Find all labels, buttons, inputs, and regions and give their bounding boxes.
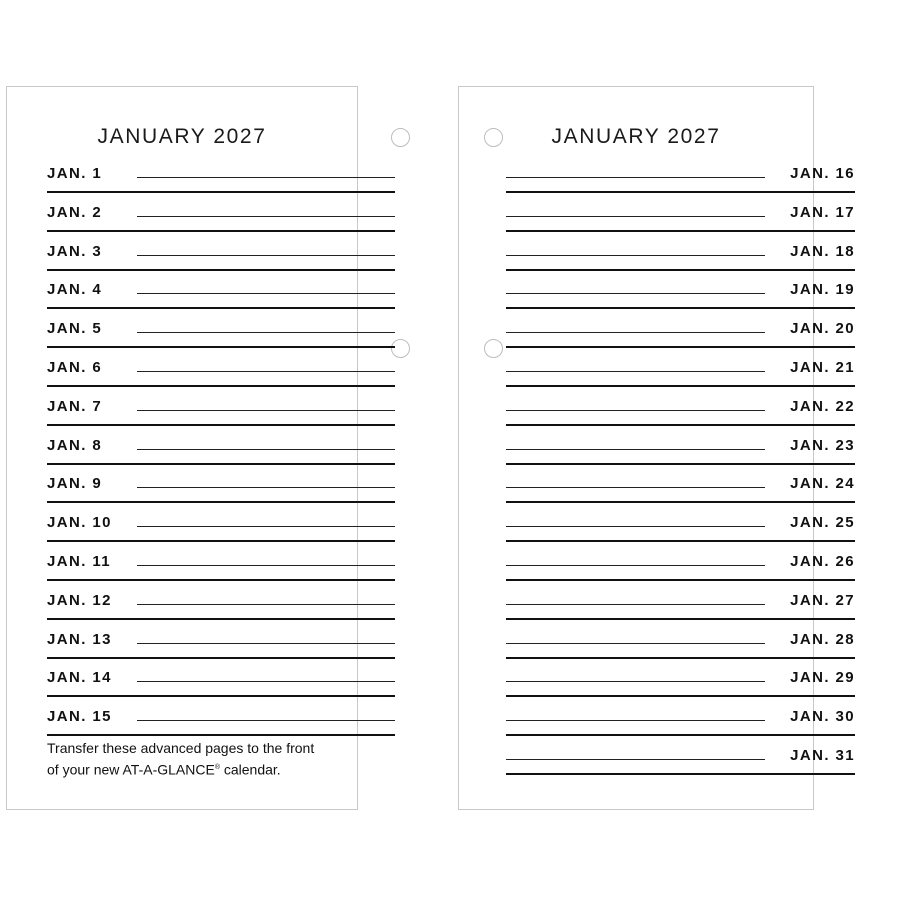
- writing-line: [506, 487, 765, 488]
- day-row: [506, 553, 855, 592]
- divider-line: [47, 463, 395, 465]
- day-label: JAN. 25: [790, 514, 855, 532]
- divider-line: [47, 695, 395, 697]
- writing-line: [137, 293, 395, 294]
- day-label: JAN. 20: [790, 320, 855, 338]
- day-row: [47, 553, 395, 592]
- day-row: [47, 359, 395, 398]
- day-label: JAN. 4: [47, 281, 103, 299]
- writing-line: [137, 177, 395, 178]
- note-line: Transfer these advanced pages to the front: [47, 740, 315, 756]
- day-label: JAN. 15: [47, 708, 112, 726]
- writing-line: [137, 526, 395, 527]
- day-row: [47, 631, 395, 670]
- day-row: [47, 281, 395, 320]
- divider-line: [506, 307, 855, 309]
- day-row: [47, 475, 395, 514]
- day-label: JAN. 14: [47, 669, 112, 687]
- day-row: [506, 592, 855, 631]
- divider-line: [47, 346, 395, 348]
- divider-line: [506, 657, 855, 659]
- day-row: [47, 592, 395, 631]
- day-label: JAN. 22: [790, 397, 855, 415]
- day-row: [47, 204, 395, 243]
- writing-line: [506, 216, 765, 217]
- day-label: JAN. 26: [790, 553, 855, 570]
- writing-line: [137, 681, 395, 682]
- day-label: JAN. 7: [47, 397, 103, 415]
- day-row: [47, 320, 395, 359]
- divider-line: [47, 579, 395, 581]
- divider-line: [506, 346, 855, 348]
- day-row: [47, 437, 395, 476]
- day-row: [506, 631, 855, 670]
- writing-line: [506, 449, 765, 450]
- day-row: [47, 165, 395, 204]
- day-row: [47, 514, 395, 553]
- divider-line: [47, 307, 395, 309]
- page-title: JANUARY 2027: [97, 125, 267, 148]
- day-row: [506, 398, 855, 437]
- writing-line: [506, 371, 765, 372]
- day-row: [506, 243, 855, 282]
- divider-line: [47, 269, 395, 271]
- divider-line: [47, 540, 395, 542]
- divider-line: [506, 269, 855, 271]
- divider-line: [506, 424, 855, 426]
- day-label: JAN. 13: [47, 630, 112, 648]
- writing-line: [506, 410, 765, 411]
- divider-line: [47, 385, 395, 387]
- binder-hole-icon: [391, 128, 410, 147]
- transfer-note: [47, 739, 377, 780]
- day-label: JAN. 9: [47, 475, 103, 493]
- day-row: [47, 669, 395, 708]
- day-row: [506, 747, 855, 786]
- note-line: of your new AT-A-GLANCE® calendar.: [47, 761, 281, 778]
- writing-line: [506, 604, 765, 605]
- day-label: JAN. 18: [790, 242, 855, 260]
- divider-line: [506, 734, 855, 736]
- divider-line: [506, 230, 855, 232]
- divider-line: [47, 618, 395, 620]
- day-row: [506, 281, 855, 320]
- day-label: JAN. 31: [790, 747, 855, 764]
- day-row: [506, 320, 855, 359]
- day-row: [506, 708, 855, 747]
- writing-line: [137, 216, 395, 217]
- divider-line: [47, 501, 395, 503]
- day-row: [506, 204, 855, 243]
- day-label: JAN. 16: [790, 165, 855, 182]
- day-label: JAN. 1: [47, 165, 103, 182]
- writing-line: [506, 177, 765, 178]
- binder-hole-icon: [484, 339, 503, 358]
- divider-line: [506, 773, 855, 775]
- day-row: [47, 398, 395, 437]
- day-row: [506, 437, 855, 476]
- day-label: JAN. 17: [790, 203, 855, 221]
- day-label: JAN. 30: [790, 708, 855, 726]
- writing-line: [137, 487, 395, 488]
- writing-line: [506, 526, 765, 527]
- registered-mark: ®: [214, 764, 220, 771]
- divider-line: [506, 191, 855, 193]
- writing-line: [506, 255, 765, 256]
- day-row: [506, 165, 855, 204]
- writing-line: [137, 410, 395, 411]
- writing-line: [137, 371, 395, 372]
- divider-line: [506, 695, 855, 697]
- day-label: JAN. 2: [47, 203, 103, 221]
- divider-line: [506, 463, 855, 465]
- day-label: JAN. 23: [790, 436, 855, 454]
- divider-line: [47, 424, 395, 426]
- writing-line: [506, 293, 765, 294]
- day-label: JAN. 5: [47, 320, 103, 338]
- writing-line: [137, 720, 395, 721]
- writing-line: [506, 643, 765, 644]
- divider-line: [506, 540, 855, 542]
- writing-line: [506, 720, 765, 721]
- right-planner-page: [458, 86, 855, 810]
- writing-line: [506, 565, 765, 566]
- divider-line: [47, 657, 395, 659]
- writing-line: [137, 565, 395, 566]
- writing-line: [137, 643, 395, 644]
- day-label: JAN. 24: [790, 475, 855, 493]
- day-label: JAN. 3: [47, 242, 103, 260]
- writing-line: [137, 604, 395, 605]
- writing-line: [506, 681, 765, 682]
- divider-line: [506, 618, 855, 620]
- day-label: JAN. 29: [790, 669, 855, 687]
- page-title: JANUARY 2027: [551, 125, 721, 148]
- binder-hole-icon: [484, 128, 503, 147]
- day-row: [506, 359, 855, 398]
- writing-line: [137, 449, 395, 450]
- divider-line: [47, 734, 395, 736]
- divider-line: [506, 579, 855, 581]
- divider-line: [47, 230, 395, 232]
- day-row: [506, 475, 855, 514]
- day-row: [47, 243, 395, 282]
- writing-line: [506, 332, 765, 333]
- divider-line: [506, 501, 855, 503]
- day-label: JAN. 6: [47, 359, 103, 376]
- day-label: JAN. 10: [47, 514, 112, 532]
- writing-line: [506, 759, 765, 760]
- writing-line: [137, 332, 395, 333]
- day-label: JAN. 12: [47, 591, 112, 609]
- day-label: JAN. 11: [47, 553, 111, 570]
- divider-line: [506, 385, 855, 387]
- day-row: [506, 669, 855, 708]
- day-label: JAN. 19: [790, 281, 855, 299]
- left-planner-page: [6, 86, 358, 810]
- day-row: [506, 514, 855, 553]
- day-label: JAN. 27: [790, 591, 855, 609]
- day-label: JAN. 21: [790, 359, 855, 376]
- writing-line: [137, 255, 395, 256]
- day-label: JAN. 28: [790, 630, 855, 648]
- day-label: JAN. 8: [47, 436, 103, 454]
- divider-line: [47, 191, 395, 193]
